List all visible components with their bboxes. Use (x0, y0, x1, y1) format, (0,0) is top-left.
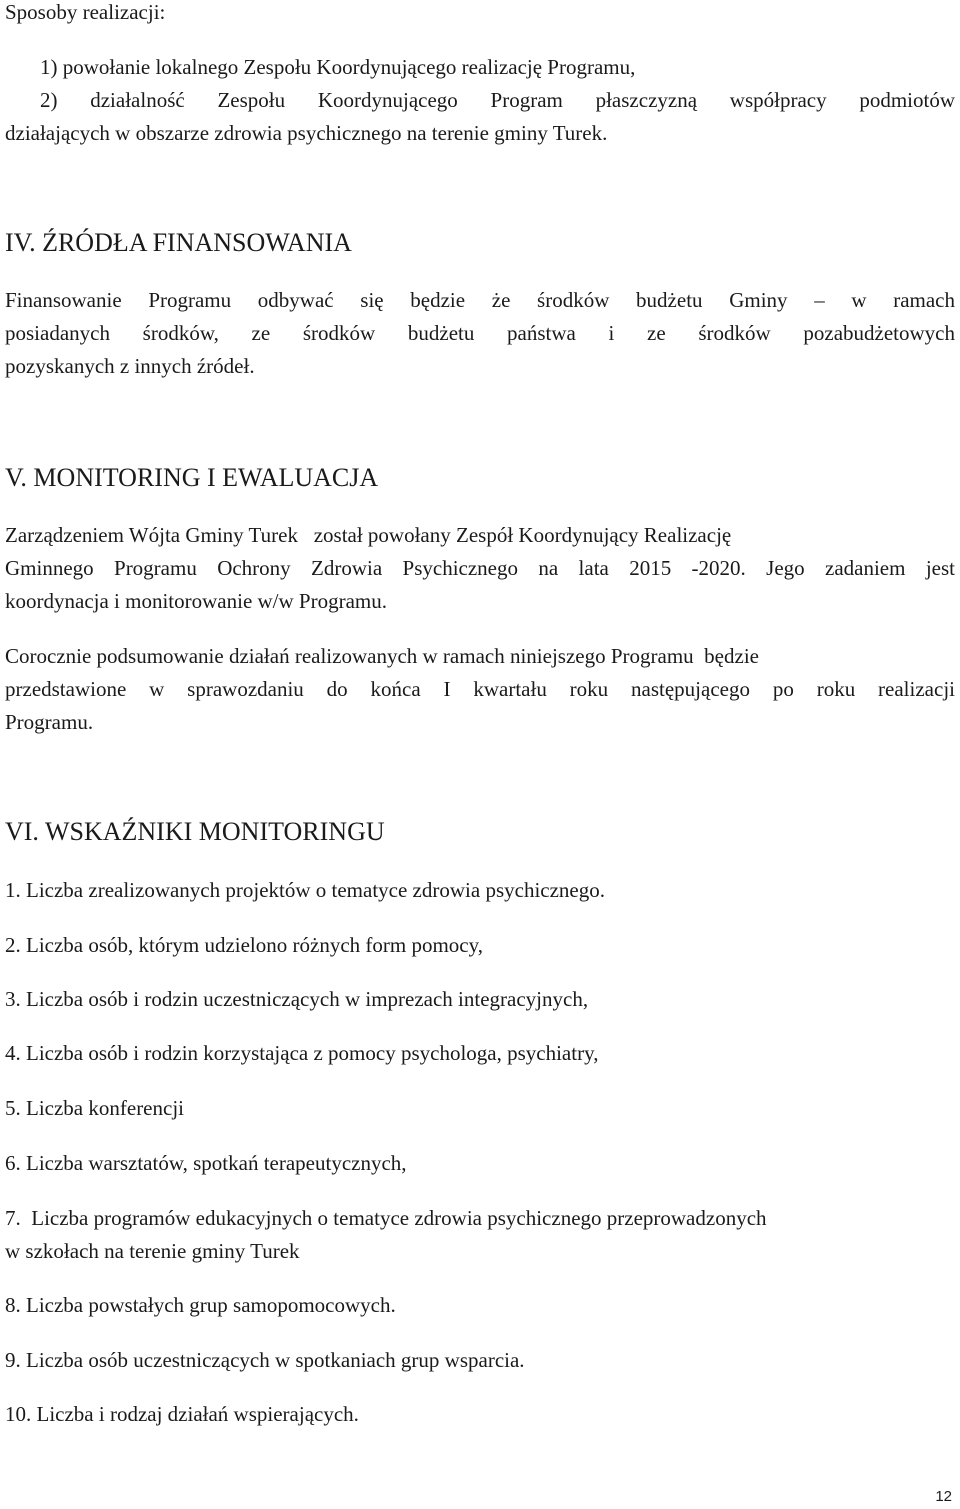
indicator-4: 4. Liczba osób i rodzin korzystająca z pomocy psychologa, psychiatry, (5, 1041, 599, 1065)
indicator-10: 10. Liczba i rodzaj działań wspierających. (5, 1402, 359, 1426)
indicator-8: 8. Liczba powstałych grup samopomocowych. (5, 1293, 396, 1317)
intro-item-1: 1) powołanie lokalnego Zespołu Koordynującego realizację Programu, (40, 55, 636, 79)
section-v-para-2-line-1: Corocznie podsumowanie działań realizowanych w ramach niniejszego Programu będzie (5, 644, 759, 668)
section-v-para-2-line-2: przedstawione w sprawozdaniu do końca I kwartału roku następującego po roku realizacji (5, 677, 955, 701)
indicator-item (5, 929, 955, 962)
section-v-para-1-line-1: Zarządzeniem Wójta Gminy Turek został powołany Zespół Koordynujący Realizację (5, 523, 732, 547)
indicator-9: 9. Liczba osób uczestniczących w spotkaniach grup wsparcia. (5, 1348, 525, 1372)
indicator-5: 5. Liczba konferencji (5, 1096, 184, 1120)
section-iv (5, 226, 955, 260)
section-vi-title: VI. WSKAŹNIKI MONITORINGU (5, 817, 385, 846)
section-iv-line-1: Finansowanie Programu odbywać się będzie że środków budżetu Gminy – w ramach (5, 288, 955, 312)
indicator-item (5, 874, 955, 907)
intro-item-2: 2) działalność Zespołu Koordynującego Program płaszczyzną współpracy podmiotów (40, 88, 955, 112)
indicator-7: 7. Liczba programów edukacyjnych o tematyce zdrowia psychicznego przeprowadzonych (5, 1206, 767, 1230)
intro-item-2-cont: działających w obszarze zdrowia psychicznego na terenie gminy Turek. (5, 121, 608, 145)
intro-list (5, 51, 955, 84)
indicator-item (5, 1289, 955, 1322)
section-v-para-1-line-2: Gminnego Programu Ochrony Zdrowia Psychicznego na lata 2015 -2020. Jego zadaniem jest (5, 556, 955, 580)
intro-label: Sposoby realizacji: (5, 0, 166, 24)
section-iv-line-3: pozyskanych z innych źródeł. (5, 354, 255, 378)
section-v-para-1-line-3: koordynacja i monitorowanie w/w Programu. (5, 589, 387, 613)
indicator-item (5, 1092, 955, 1125)
section-iv-title: IV. ŹRÓDŁA FINANSOWANIA (5, 228, 352, 257)
indicator-item (5, 983, 955, 1016)
section-vi (5, 815, 955, 849)
intro-list-3 (5, 117, 955, 150)
indicator-3: 3. Liczba osób i rodzin uczestniczących w imprezach integracyjnych, (5, 987, 589, 1011)
section-v-para-2 (5, 640, 955, 739)
indicator-item (5, 1147, 955, 1180)
section-iv-body (5, 284, 955, 383)
section-v-para-2-line-3: Programu. (5, 710, 94, 734)
intro-list-2 (5, 84, 955, 117)
section-v (5, 461, 955, 495)
indicator-2: 2. Liczba osób, którym udzielono różnych form pomocy, (5, 933, 484, 957)
ways-of-implementation-label (5, 0, 955, 29)
indicator-7-cont: w szkołach na terenie gminy Turek (5, 1239, 300, 1263)
section-v-para-1 (5, 519, 955, 618)
page-number: 12 (935, 1488, 952, 1505)
indicator-item (5, 1398, 955, 1431)
indicator-item (5, 1202, 955, 1268)
indicator-item (5, 1344, 955, 1377)
indicator-6: 6. Liczba warsztatów, spotkań terapeutycznych, (5, 1151, 407, 1175)
indicator-item (5, 1037, 955, 1070)
indicator-1: 1. Liczba zrealizowanych projektów o tematyce zdrowia psychicznego. (5, 878, 605, 902)
section-v-title: V. MONITORING I EWALUACJA (5, 463, 379, 492)
section-iv-line-2: posiadanych środków, ze środków budżetu państwa i ze środków pozabudżetowych (5, 321, 955, 345)
